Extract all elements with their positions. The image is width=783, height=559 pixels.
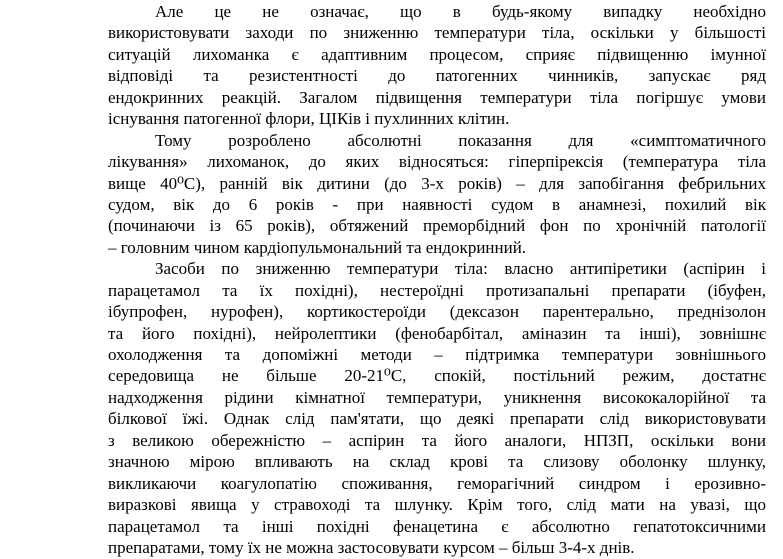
- text-line: вище 40⁰С), ранній вік дитини (до 3-х років) – для запобігання фебрильних: [108, 173, 766, 193]
- text-line: парацетамол та їх похідні), нестероїдні протизапальні препарати (ібуфен,: [108, 280, 766, 300]
- text-line: – головним чином кардіопульмональний та ендокринний.: [108, 237, 527, 257]
- text-line: Але це не означає, що в будь-якому випадку необхідно: [155, 2, 766, 21]
- text-line: Тому розроблено абсолютні показання для «симптоматичного: [155, 130, 766, 150]
- text-line: значною мірою впливають на склад крові та слизову оболонку шлунку,: [108, 452, 766, 472]
- text-line: надходження рідини кімнатної температури, уникнення висококалорійної та: [108, 387, 766, 407]
- document-text-block: [108, 1, 766, 558]
- text-line: ібупрофен, нурофен), кортикостероїди (дексазон парентерально, преднізолон: [108, 302, 766, 322]
- text-line: ендокринних реакцій. Загалом підвищення температури тіла погіршує умови: [108, 87, 766, 107]
- text-line: середовища не більше 20-21⁰С, спокій, постільний режим, достатнє: [108, 366, 766, 386]
- text-line: охолодження та допоміжні методи – підтримка температури зовнішнього: [108, 345, 766, 364]
- paragraph-1: [108, 1, 766, 130]
- text-line: викликаючи коагулопатію споживання, геморагічний синдром і ерозивно-: [108, 473, 766, 493]
- text-line: судом, вік до 6 років - при наявності судом в анамнезі, похилий вік: [108, 194, 766, 214]
- text-line: та його похідні), нейролептики (фенобарбітал, аміназин та інші), зовнішнє: [108, 323, 766, 343]
- text-line: Засоби по зниженню температури тіла: власно антипіретики (аспірин і: [155, 259, 766, 279]
- paragraph-2: [108, 130, 766, 259]
- text-line: відповіді та резистентності до патогенних чинників, запускає ряд: [108, 66, 766, 86]
- text-line: з великою обережністю – аспірин та його аналоги, НПЗП, оскільки вони: [108, 430, 766, 450]
- text-line: існування патогенної флори, ЦІКів і пухлинних клітин.: [108, 109, 510, 129]
- text-line: (починаючи із 65 років), обтяжений преморбідний фон по хронічній патології: [108, 216, 766, 236]
- paragraph-3: [108, 258, 766, 558]
- text-line: білкової їжі. Однак слід пам'ятати, що деякі препарати слід використовувати: [108, 409, 766, 429]
- text-line: ситуацій лихоманка є адаптивним процесом, сприяє підвищенню імунної: [108, 44, 766, 64]
- text-line: використовувати заходи по зниженню температури тіла, оскільки у більшості: [108, 23, 766, 43]
- text-line: лікування» лихоманок, до яких відносяться: гіперпірексія (температура тіла: [108, 152, 766, 172]
- text-line: виразкові явища у стравоході та шлунку. Крім того, слід мати на увазі, що: [108, 495, 766, 515]
- text-line: парацетамол та інші похідні фенацетина є абсолютно гепатотоксичними: [108, 516, 766, 536]
- text-line: препаратами, тому їх не можна застосовувати курсом – більш 3-4-х днів.: [108, 537, 635, 557]
